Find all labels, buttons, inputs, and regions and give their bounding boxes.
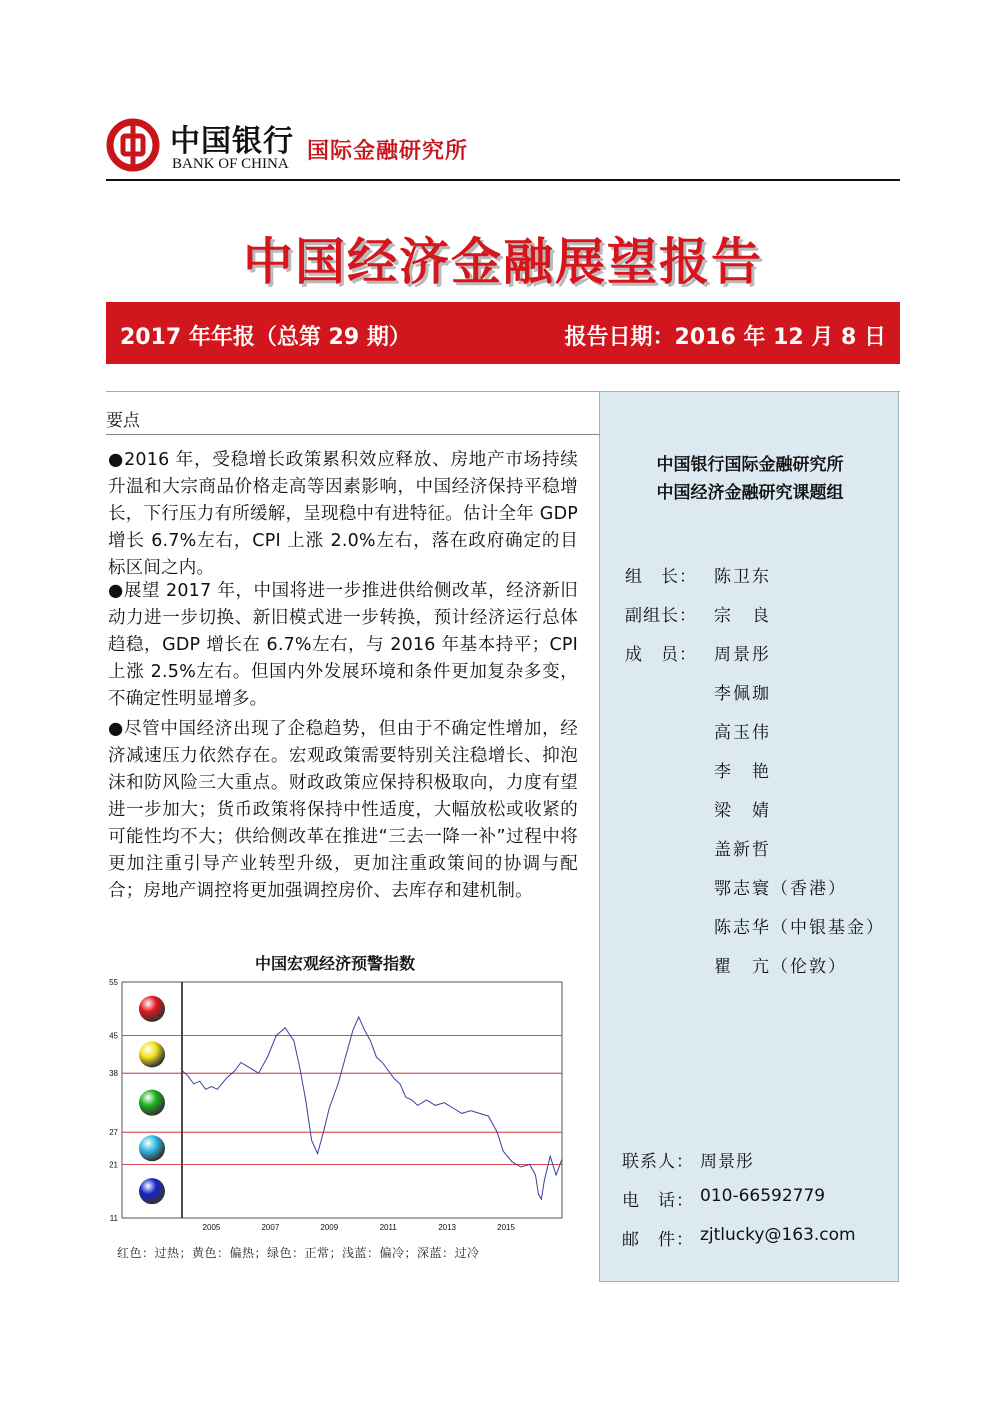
phone-number: 010-66592779 [700, 1186, 826, 1206]
contact-person: 周景彤 [700, 1152, 754, 1172]
team-member: 瞿 亢（伦敦） [714, 957, 847, 977]
y-tick-label: 38 [109, 1069, 118, 1079]
deputy-leader: 宗 良 [714, 606, 771, 626]
summary-heading: 要点 [106, 411, 140, 431]
warning-index-chart [102, 976, 568, 1238]
signal-light-深蓝 [139, 1178, 165, 1204]
report-date: 报告日期：2016 年 12 月 8 日 [564, 325, 886, 350]
y-tick-label: 11 [109, 1214, 118, 1223]
x-tick-label: 2005 [202, 1223, 221, 1232]
bank-of-china-logo [106, 118, 160, 172]
team-member: 鄂志寰（香港） [714, 879, 847, 899]
x-tick-label: 2009 [320, 1223, 339, 1232]
team-member: 梁 婧 [714, 801, 771, 821]
team-organization: 中国银行国际金融研究所 [656, 455, 844, 475]
team-member: 陈志华（中银基金） [714, 918, 885, 938]
header-divider [106, 179, 900, 181]
issue-number: 2017 年年报（总第 29 期） [120, 325, 411, 350]
summary-divider [106, 434, 600, 435]
team-member: 盖新哲 [714, 840, 771, 860]
email-label: 邮 件： [622, 1230, 694, 1250]
x-tick-label: 2007 [261, 1223, 280, 1232]
phone-label: 电 话： [622, 1191, 694, 1211]
signal-light-红色 [139, 996, 165, 1022]
summary-paragraph: ●2016 年，受稳增长政策累积效应释放、房地产市场持续升温和大宗商品价格走高等因素影响，中国经济保持平稳增长，下行压力有所缓解，呈现稳中有进特征。估计全年 GDP 增长 6.7%左右，CPI 上涨 2.0%左右，落在政府确定的目标区间之内。 [108, 450, 578, 578]
contact-person-label: 联系人： [622, 1152, 694, 1172]
team-name: 中国经济金融研究课题组 [656, 483, 844, 503]
signal-light-绿色 [139, 1090, 165, 1116]
team-leader: 陈卫东 [714, 567, 771, 587]
x-tick-label: 2013 [438, 1223, 457, 1232]
y-tick-label: 21 [109, 1160, 118, 1170]
brand-name-chinese: 中国银行 [170, 124, 294, 159]
summary-paragraph: ●尽管中国经济出现了企稳趋势，但由于不确定性增加，经济减速压力依然存在。宏观政策需要特别关注稳增长、抑泡沫和防风险三大重点。财政政策应保持积极取向，力度有望进一步加大；货币政策将保持中性适度，大幅放松或收紧的可能性均不大；供给侧改革在推进“三去一降一补”过程中将更加注重引导产业转型升级，更加注重政策间的协调与配合；房地产调控将更加强调控房价、去库存和建机制。 [108, 719, 578, 901]
chart-legend-caption: 红色：过热；黄色：偏热；绿色：正常；浅蓝：偏冷；深蓝：过冷 [117, 1246, 480, 1260]
x-tick-label: 2011 [379, 1223, 397, 1232]
chart-frame [122, 982, 562, 1218]
summary-paragraph: ●展望 2017 年，中国将进一步推进供给侧改革，经济新旧动力进一步切换、新旧模式进一步转换，预计经济运行总体趋稳，GDP 增长在 6.7%左右，与 2016 年基本持平；CPI 上涨 2.5%左右。但国内外发展环境和条件更加复杂多变，不确定性明显增多。 [108, 581, 578, 709]
brand-name-english: BANK OF CHINA [172, 156, 289, 172]
team-member: 李 艳 [714, 762, 771, 782]
team-member: 周景彤 [714, 645, 771, 665]
role-label: 成 员： [625, 645, 697, 665]
y-tick-label: 45 [109, 1031, 118, 1041]
report-title: 中国经济金融展望报告 [243, 233, 763, 291]
signal-light-黄色 [139, 1041, 165, 1067]
institute-name: 国际金融研究所 [307, 139, 469, 164]
team-member: 高玉伟 [714, 723, 771, 743]
signal-light-浅蓝 [139, 1135, 165, 1161]
team-member: 李佩珈 [714, 684, 771, 704]
role-label: 副组长： [625, 606, 697, 626]
email-address: zjtlucky@163.com [700, 1225, 856, 1245]
x-tick-label: 2015 [497, 1223, 515, 1232]
y-tick-label: 55 [109, 978, 118, 987]
y-tick-label: 27 [109, 1128, 118, 1138]
chart-title: 中国宏观经济预警指数 [254, 954, 415, 973]
role-label: 组 长： [625, 567, 697, 587]
